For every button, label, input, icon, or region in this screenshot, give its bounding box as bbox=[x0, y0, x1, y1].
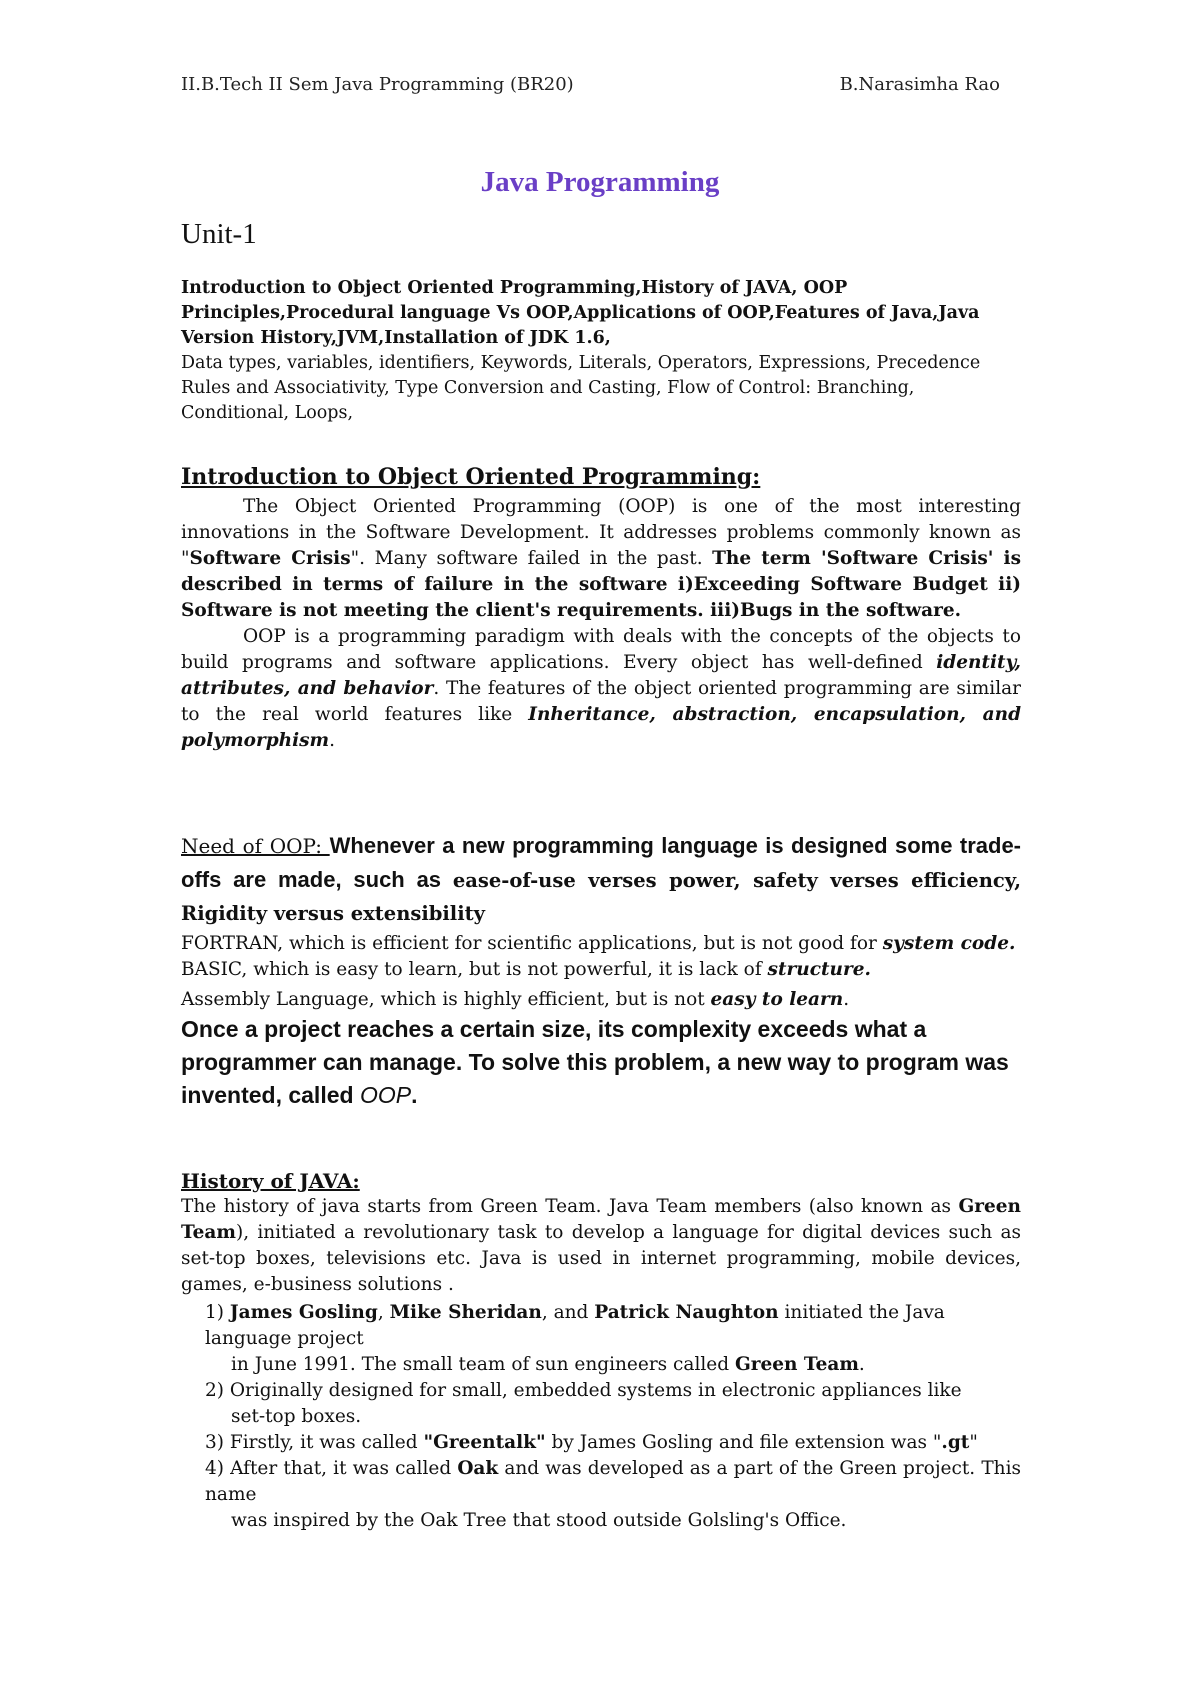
history-item-1: 1) James Gosling, Mike Sheridan, and Patrick Naughton initiated the Java language project bbox=[205, 1302, 945, 1349]
history-section bbox=[181, 1168, 1021, 1534]
history-intro: The history of java starts from Green Team. Java Team members (also known as Green Team), initiated a revolutionary task to develop a language for digital devices such as set-top boxes, televisions etc. Java is used in internet programming, mobile devices, games, e-business solutions . bbox=[181, 1196, 1021, 1295]
need-summary: Once a project reaches a certain size, its complexity exceeds what a programmer can manage. To solve this problem, a new way to program was invented, called OOP. bbox=[181, 1016, 1009, 1108]
history-item-1-cont: in June 1991. The small team of sun engineers called Green Team. bbox=[231, 1354, 865, 1375]
header-author: B.Narasimha Rao bbox=[839, 74, 1000, 95]
intro-paragraph-2: OOP is a programming paradigm with deals with the concepts of the objects to build programs and software applications. Every object has well-defined identity, attributes, and behavior. The features of the object oriented programming are similar to the real world features like Inheritance, abstraction, encapsulation, and polymorphism. bbox=[181, 626, 1022, 751]
header-course: II.B.Tech II Sem Java Programming (BR20) bbox=[181, 74, 574, 95]
history-item-4-cont: was inspired by the Oak Tree that stood outside Golsling's Office. bbox=[231, 1510, 847, 1531]
intro-heading: Introduction to Object Oriented Programming: bbox=[181, 464, 761, 490]
need-of-oop-section bbox=[181, 830, 1021, 1112]
intro-paragraph-1: The Object Oriented Programming (OOP) is one of the most interesting innovations in the Software Development. It addresses problems commonly known as "Software Crisis". Many software failed in the past. The term 'Software Crisis' is described in terms of failure in the software i)Exceeding Software Budget ii) Software is not meeting the client's requirements. iii)Bugs in the software. bbox=[181, 496, 1021, 621]
page-title: Java Programming bbox=[480, 166, 720, 198]
need-fortran: FORTRAN, which is efficient for scientific applications, but is not good for system code. bbox=[181, 933, 1016, 954]
need-lead: Need of OOP: Whenever a new programming language is designed some trade-offs are made, such as ease-of-use verses power, safety verses efficiency, Rigidity versus extensibility bbox=[181, 833, 1022, 925]
need-assembly: Assembly Language, which is highly efficient, but is not easy to learn. bbox=[181, 989, 850, 1010]
history-item-2-cont: set-top boxes. bbox=[231, 1406, 362, 1427]
unit-heading: Unit-1 bbox=[181, 218, 257, 250]
syllabus-topics-bold: Introduction to Object Oriented Programming,History of JAVA, OOP Principles,Procedural language Vs OOP,Applications of OOP,Features of Java,Java Version History,JVM,Installation of JDK 1.6, bbox=[181, 278, 980, 348]
history-item-4: 4) After that, it was called Oak and was developed as a part of the Green project. This name bbox=[205, 1458, 1021, 1505]
history-item-3: 3) Firstly, it was called "Greentalk" by James Gosling and file extension was ".gt" bbox=[205, 1432, 978, 1453]
syllabus bbox=[181, 276, 1021, 426]
history-heading: History of JAVA: bbox=[181, 1169, 360, 1193]
need-heading: Need of OOP: bbox=[181, 834, 330, 858]
syllabus-topics: Data types, variables, identifiers, Keywords, Literals, Operators, Expressions, Precedence Rules and Associativity, Type Conversion and Casting, Flow of Control: Branching, Conditional, Loops, bbox=[181, 353, 981, 423]
intro-section bbox=[181, 462, 1021, 754]
need-basic: BASIC, which is easy to learn, but is not powerful, it is lack of structure. bbox=[181, 959, 871, 980]
history-item-2: 2) Originally designed for small, embedded systems in electronic appliances like bbox=[205, 1380, 962, 1401]
